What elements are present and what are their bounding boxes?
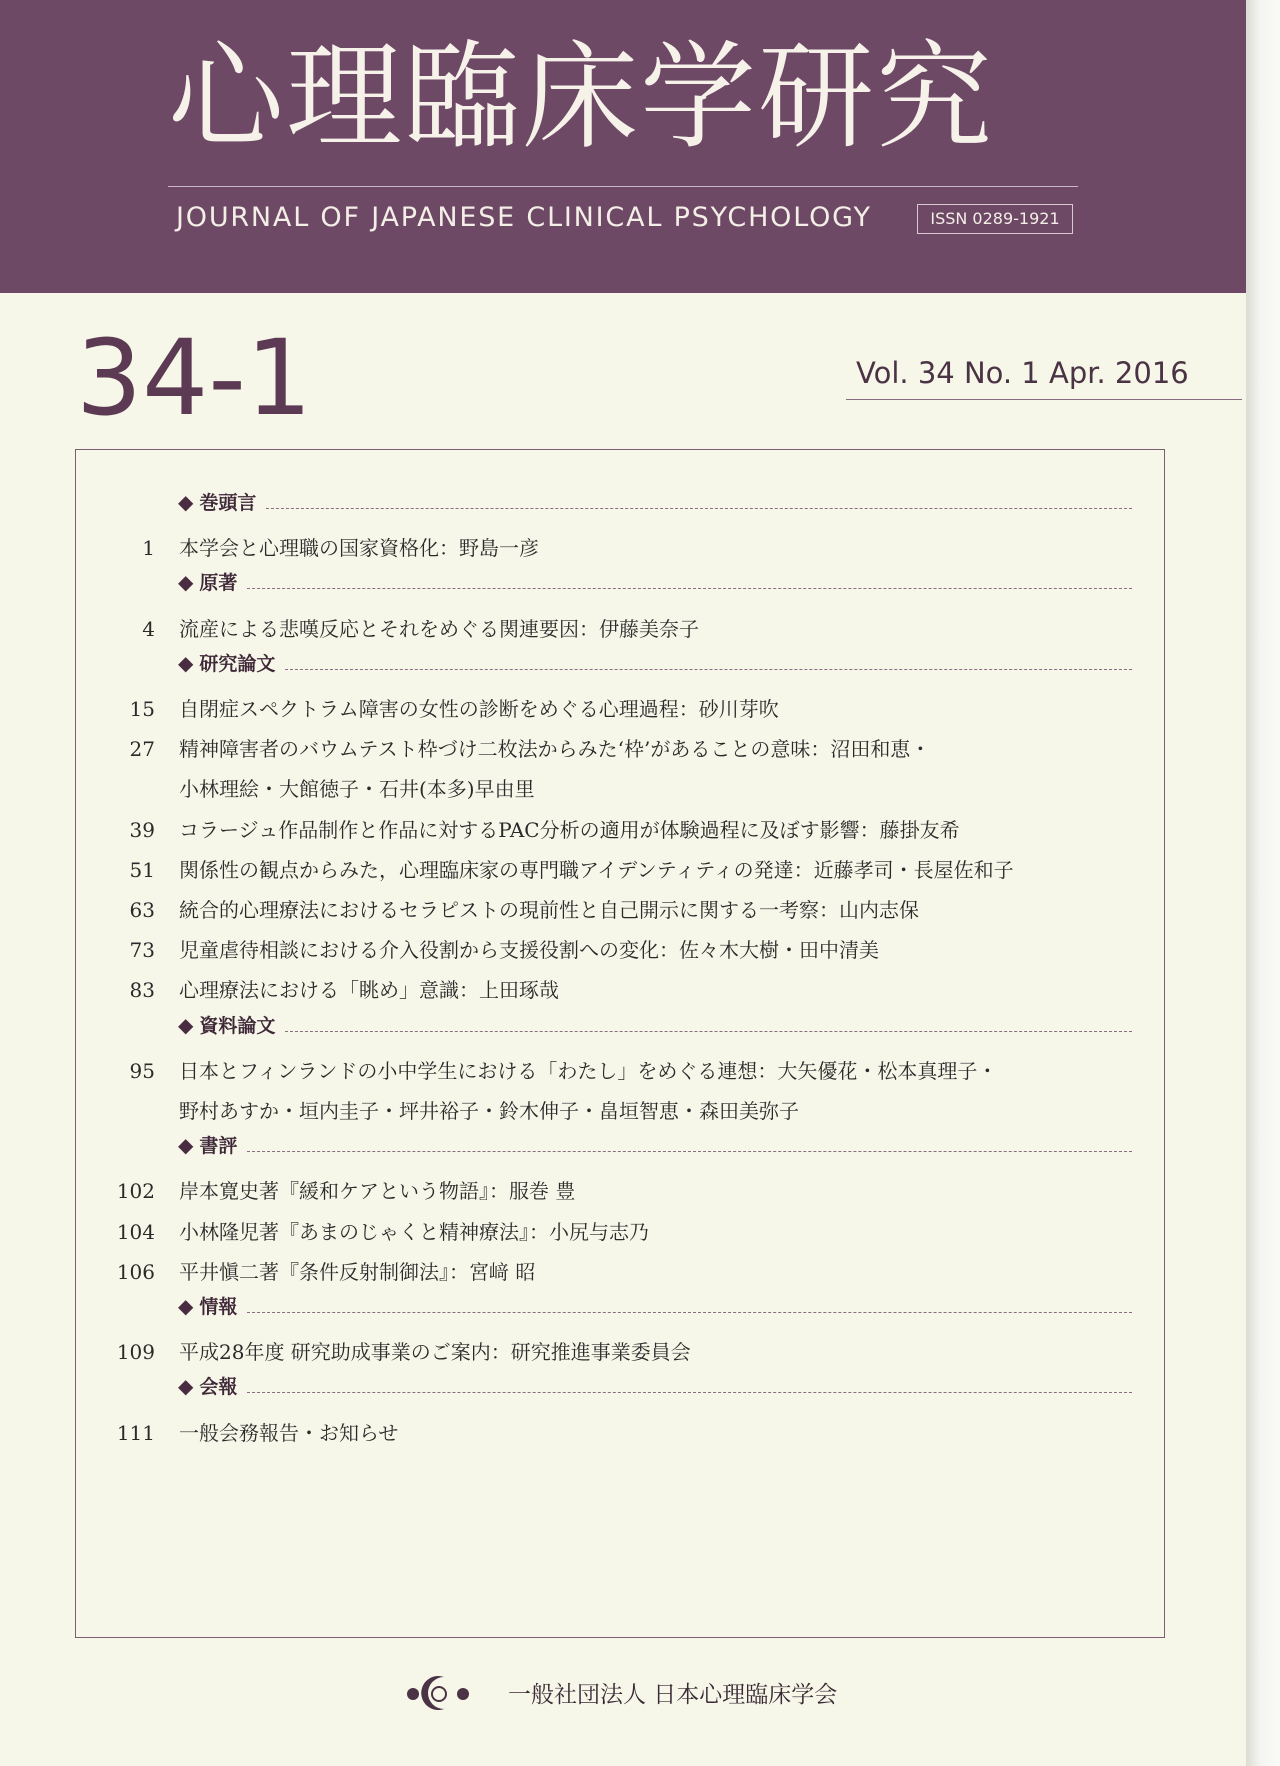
journal-title-english: JOURNAL OF JAPANESE CLINICAL PSYCHOLOGY (176, 202, 872, 233)
toc-entry: 本学会と心理職の国家資格化：野島一彦 (179, 536, 539, 560)
diamond-bullet-icon: ◆ (178, 489, 194, 514)
toc-section-rule (266, 508, 1132, 509)
diamond-bullet-icon: ◆ (178, 650, 194, 675)
toc-entry: 関係性の観点からみた，心理臨床家の専門職アイデンティティの発達：近藤孝司・長屋佐和子 (179, 858, 1014, 882)
toc-entry: 小林隆児著『あまのじゃくと精神療法』：小尻与志乃 (179, 1220, 649, 1244)
society-logo-icon (400, 1674, 500, 1710)
toc-page-number: 51 (129, 858, 155, 882)
toc-page-number: 104 (116, 1220, 155, 1244)
toc-page-number: 109 (116, 1340, 155, 1364)
toc-section-label: 研究論文 (199, 653, 276, 675)
toc-section-header (178, 1372, 1132, 1412)
toc-page-number: 1 (142, 536, 155, 560)
society-name: 一般社団法人 日本心理臨床学会 (508, 1682, 838, 1708)
toc-page-number: 106 (116, 1260, 155, 1284)
toc-section-rule (285, 1031, 1132, 1032)
toc-section-label: 資料論文 (199, 1015, 276, 1037)
toc-entry: 自閉症スペクトラム障害の女性の診断をめぐる心理過程：砂川芽吹 (179, 697, 779, 721)
toc-section-label: 書評 (199, 1135, 238, 1157)
toc-section-header (178, 649, 1132, 689)
toc-section-rule (247, 1312, 1132, 1313)
diamond-bullet-icon: ◆ (178, 569, 194, 594)
issn-box: ISSN 0289-1921 (917, 204, 1073, 234)
toc-entry: 心理療法における「眺め」意識：上田琢哉 (179, 978, 559, 1002)
toc-page-number: 73 (129, 938, 155, 962)
toc-page-number: 27 (129, 737, 155, 761)
diamond-bullet-icon: ◆ (178, 1012, 194, 1037)
toc-section-header (178, 1292, 1132, 1332)
toc-section-rule (247, 1151, 1132, 1152)
toc-page-number: 102 (116, 1179, 155, 1203)
toc-section-label: 会報 (199, 1376, 238, 1398)
volume-underline (846, 399, 1242, 400)
volume-line: Vol. 34 No. 1 Apr. 2016 (856, 356, 1189, 390)
toc-entry: 平井愼二著『条件反射制御法』：宮﨑 昭 (179, 1260, 536, 1284)
toc-section-header (178, 488, 1132, 528)
toc-entry: コラージュ作品制作と作品に対するPAC分析の適用が体験過程に及ぼす影響：藤掛友希 (179, 818, 960, 842)
toc-page-number: 83 (129, 978, 155, 1002)
toc-section-header (178, 1131, 1132, 1171)
toc-page-number: 63 (129, 898, 155, 922)
toc-page-number: 15 (129, 697, 155, 721)
toc-entry: 流産による悲嘆反応とそれをめぐる関連要因：伊藤美奈子 (179, 617, 699, 641)
toc-section-rule (247, 588, 1132, 589)
toc-section-label: 原著 (199, 572, 238, 594)
toc-entry: 平成28年度 研究助成事業のご案内：研究推進事業委員会 (179, 1340, 691, 1364)
diamond-bullet-icon: ◆ (178, 1132, 194, 1157)
issue-number: 34-1 (76, 317, 313, 439)
toc-page-number: 111 (116, 1421, 155, 1445)
toc-page-number: 95 (129, 1059, 155, 1083)
diamond-bullet-icon: ◆ (178, 1293, 194, 1318)
page-edge (1246, 0, 1280, 1766)
journal-title-japanese: 心理臨床学研究 (168, 30, 994, 165)
toc-entry: 一般会務報告・お知らせ (179, 1421, 399, 1445)
toc-section-header (178, 1011, 1132, 1051)
toc-entry: 野村あすか・垣内圭子・坪井裕子・鈴木伸子・畠垣智恵・森田美弥子 (179, 1099, 799, 1123)
toc-entry: 日本とフィンランドの小中学生における「わたし」をめぐる連想：大矢優花・松本真理子・ (179, 1059, 998, 1083)
toc-entry: 精神障害者のバウムテスト枠づけ二枚法からみた‘枠’があることの意味：沼田和恵・ (179, 737, 931, 761)
toc-entry: 統合的心理療法におけるセラピストの現前性と自己開示に関する一考察：山内志保 (179, 898, 919, 922)
toc-section-label: 情報 (199, 1296, 238, 1318)
toc-section-label: 巻頭言 (199, 492, 257, 514)
toc-section-rule (247, 1392, 1132, 1393)
toc-entry: 小林理絵・大館徳子・石井(本多)早由里 (179, 777, 535, 801)
diamond-bullet-icon: ◆ (178, 1373, 194, 1398)
title-band (0, 0, 1246, 293)
toc-entry: 児童虐待相談における介入役割から支援役割への変化：佐々木大樹・田中清美 (179, 938, 879, 962)
title-divider (168, 186, 1078, 187)
toc-entry: 岸本寛史著『緩和ケアという物語』：服巻 豊 (179, 1179, 576, 1203)
toc-section-header (178, 568, 1132, 608)
toc-page-number: 4 (142, 617, 155, 641)
toc-section-rule (285, 669, 1132, 670)
toc-page-number: 39 (129, 818, 155, 842)
